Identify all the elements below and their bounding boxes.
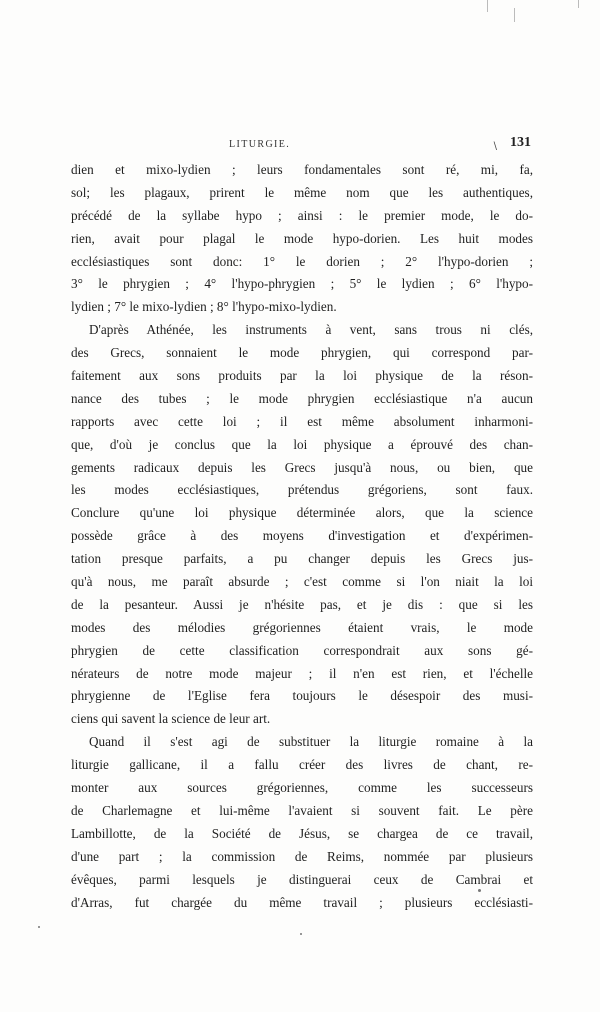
page-number: 131 bbox=[510, 135, 531, 150]
text-line: ciens qui savent la science de leur art. bbox=[71, 711, 271, 727]
text-line: précédé de la syllabe hypo ; ainsi : le premier mode, le do- bbox=[71, 207, 533, 223]
scan-speck bbox=[478, 889, 481, 892]
text-line: évêques, parmi lesquels je distinguerai ceux de Cambrai et bbox=[71, 871, 533, 887]
text-line: 3° le phrygien ; 4° l'hypo-phrygien ; 5° le lydien ; 6° l'hypo- bbox=[71, 276, 533, 292]
text-line: rapports avec cette loi ; il est même absolument inharmoni- bbox=[71, 413, 533, 429]
text-line: phrygien de cette classification correspondrait aux sons gé- bbox=[71, 642, 533, 658]
text-line: D'après Athénée, les instruments à vent, sans trous ni clés, bbox=[89, 322, 533, 338]
text-line: d'Arras, fut chargée du même travail ; plusieurs ecclésiasti- bbox=[71, 894, 533, 910]
text-line: ecclésiastiques sont donc: 1° le dorien ; 2° l'hypo-dorien ; bbox=[71, 253, 533, 269]
text-line: sol; les plagaux, prirent le même nom que les authentiques, bbox=[71, 184, 533, 200]
text-line: que, d'où je conclus que la loi physique a éprouvé des chan- bbox=[71, 436, 533, 452]
text-line: tation presque parfaits, a pu changer depuis les Grecs jus- bbox=[71, 551, 533, 567]
text-line: faitement aux sons produits par la loi physique de la réson- bbox=[71, 368, 533, 384]
text-line: de la pesanteur. Aussi je n'hésite pas, et je dis : que si les bbox=[71, 596, 533, 612]
running-head: LITURGIE. bbox=[229, 139, 291, 150]
scan-speck bbox=[300, 933, 302, 935]
paragraph bbox=[71, 319, 533, 731]
text-line: liturgie gallicane, il a fallu créer des livres de chant, re- bbox=[71, 757, 533, 773]
text-line: phrygienne de l'Eglise fera toujours le désespoir des musi- bbox=[71, 688, 533, 704]
scan-speck bbox=[38, 926, 40, 928]
text-line: Lambillotte, de la Société de Jésus, se chargea de ce travail, bbox=[71, 825, 533, 841]
text-line: Conclure qu'une loi physique déterminée alors, que la science bbox=[71, 505, 533, 521]
text-line: les modes ecclésiastiques, prétendus grégoriens, sont faux. bbox=[71, 482, 533, 498]
body-text bbox=[71, 159, 533, 914]
paragraph bbox=[71, 159, 533, 319]
text-line: qu'à nous, me paraît absurde ; c'est comme si l'on niait la loi bbox=[71, 574, 533, 590]
text-line: de Charlemagne et lui-même l'avaient si souvent fait. Le père bbox=[71, 802, 533, 818]
text-line: dien et mixo-lydien ; leurs fondamentales sont ré, mi, fa, bbox=[71, 162, 533, 177]
scan-edge-mark bbox=[514, 8, 515, 22]
header-mark: \ bbox=[493, 141, 497, 152]
text-line: nérateurs de notre mode majeur ; il n'en est rien, et l'échelle bbox=[71, 665, 533, 681]
text-line: modes des mélodies grégoriennes étaient vrais, le mode bbox=[71, 619, 533, 635]
text-line: gements radicaux depuis les Grecs jusqu'à nous, ou bien, que bbox=[71, 459, 533, 475]
text-line: Quand il s'est agi de substituer la liturgie romaine à la bbox=[89, 734, 533, 750]
scan-edge-mark bbox=[578, 0, 579, 8]
paragraph bbox=[71, 731, 533, 914]
text-line: possède grâce à des moyens d'investigation et d'expérimen- bbox=[71, 528, 533, 544]
page-header bbox=[71, 135, 531, 157]
scan-edge-mark bbox=[487, 0, 488, 12]
text-line: rien, avait pour plagal le mode hypo-dorien. Les huit modes bbox=[71, 230, 533, 246]
text-line: nance des tubes ; le mode phrygien ecclésiastique n'a aucun bbox=[71, 390, 533, 406]
text-line: lydien ; 7° le mixo-lydien ; 8° l'hypo-mixo-lydien. bbox=[71, 299, 337, 315]
text-line: monter aux sources grégoriennes, comme les successeurs bbox=[71, 780, 533, 796]
text-line: des Grecs, sonnaient le mode phrygien, qui correspond par- bbox=[71, 345, 533, 361]
text-line: d'une part ; la commission de Reims, nommée par plusieurs bbox=[71, 848, 533, 864]
